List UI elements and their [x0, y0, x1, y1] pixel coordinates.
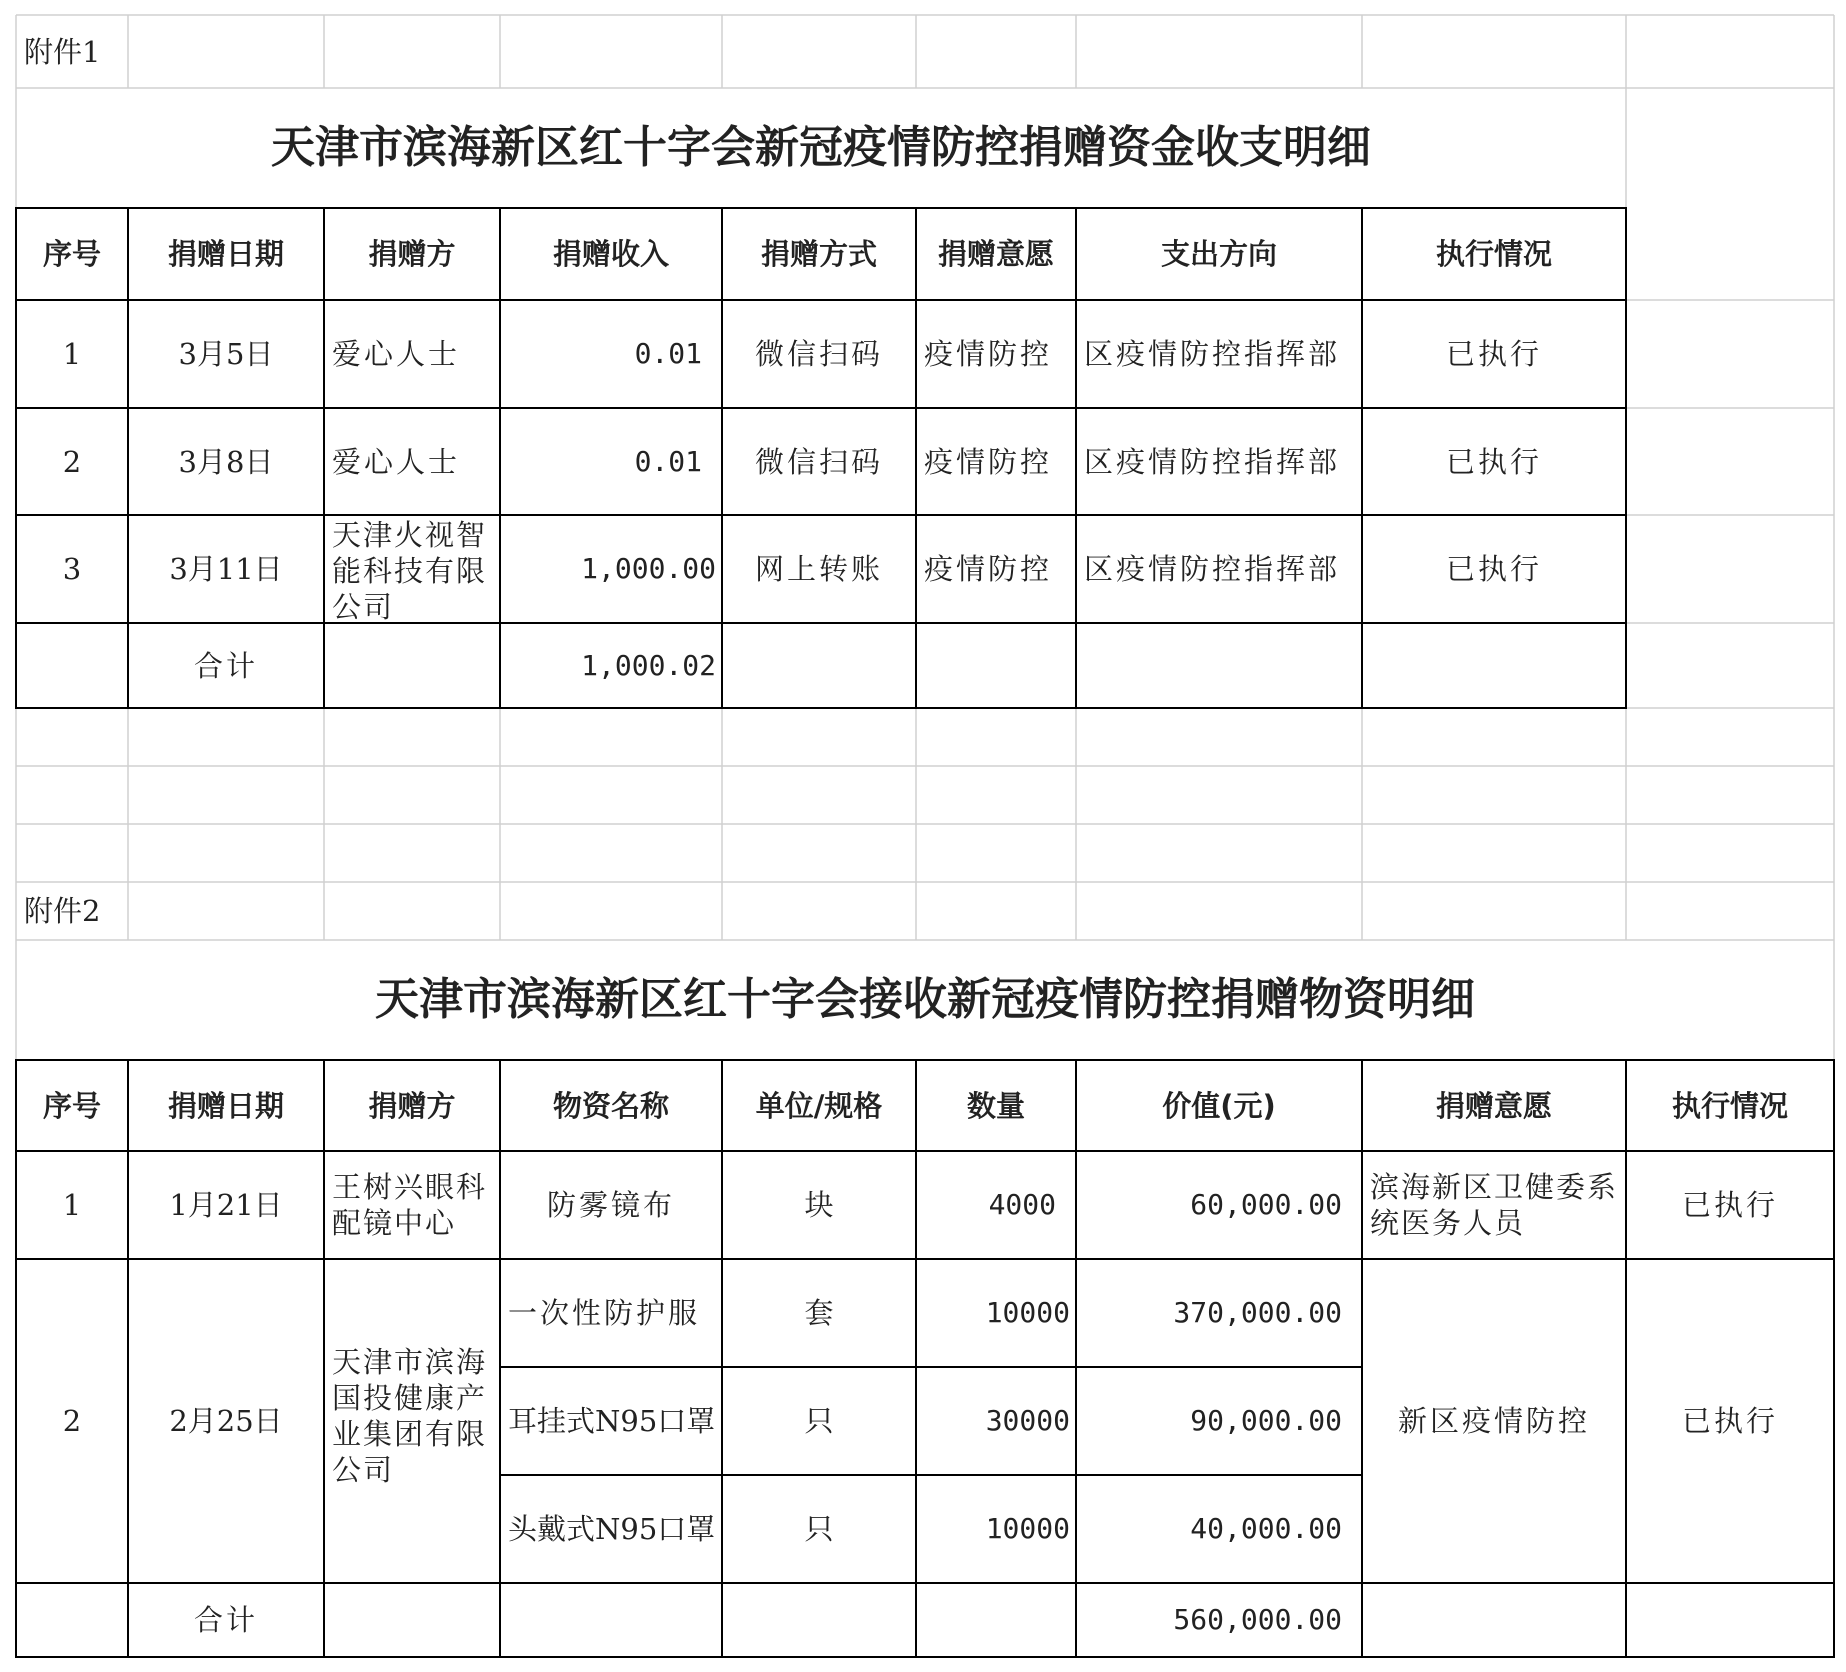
t1-header-status: 执行情况	[1435, 237, 1552, 271]
t2-header-date: 捐赠日期	[167, 1088, 284, 1123]
t2-row2-item2-unit: 只	[804, 1404, 834, 1438]
t1-total-label: 合计	[193, 648, 258, 683]
t2-row2-item1-name: 一次性防护服	[508, 1296, 701, 1330]
t2-row2-item1-unit: 套	[804, 1296, 834, 1330]
t2-row2-item3-unit: 只	[804, 1512, 834, 1546]
t1-row1-status: 已执行	[1445, 337, 1542, 371]
t2-row1-intent: 滨海新区卫健委系统医务人员	[1370, 1170, 1619, 1240]
t1-row3-direction: 区疫情防控指挥部	[1084, 552, 1341, 586]
t2-row1-no: 1	[62, 1188, 82, 1222]
t1-header-no: 序号	[42, 237, 101, 271]
t2-row2-item1-value: 370,000.00	[1173, 1296, 1342, 1329]
t2-header-intent: 捐赠意愿	[1435, 1088, 1552, 1123]
t2-header-status: 执行情况	[1671, 1088, 1788, 1123]
t1-row1-date: 3月5日	[178, 337, 274, 371]
t1-header-intent: 捐赠意愿	[937, 237, 1054, 271]
t1-row1-direction: 区疫情防控指挥部	[1084, 337, 1341, 371]
t1-row2-intent: 疫情防控	[924, 444, 1053, 479]
attachment-2-label: 附件2	[24, 894, 101, 928]
t1-row3-donor: 天津火视智能科技有限公司	[332, 518, 488, 623]
t1-row2-donor: 爱心人士	[332, 444, 461, 479]
t2-row1-donor: 王树兴眼科配镜中心	[332, 1170, 488, 1240]
t2-row2-status: 已执行	[1681, 1404, 1778, 1438]
t2-row1-value: 60,000.00	[1190, 1188, 1342, 1221]
t2-row2-item3-qty: 10000	[985, 1512, 1070, 1545]
t1-row3-method: 网上转账	[754, 552, 883, 586]
t1-row2-direction: 区疫情防控指挥部	[1084, 444, 1341, 479]
t1-row2-no: 2	[62, 444, 82, 479]
t1-row2-method: 微信扫码	[754, 444, 883, 479]
t1-row3-intent: 疫情防控	[924, 552, 1053, 586]
t2-header-unit: 单位/规格	[755, 1088, 883, 1123]
t1-row2-income: 0.01	[634, 444, 702, 478]
t2-row2-item2-qty: 30000	[985, 1404, 1070, 1437]
t2-total-value: 560,000.00	[1173, 1603, 1342, 1636]
t2-row1-date: 1月21日	[169, 1188, 283, 1222]
t1-header-method: 捐赠方式	[760, 237, 877, 271]
t1-header-income: 捐赠收入	[552, 237, 669, 271]
t1-row1-donor: 爱心人士	[332, 337, 461, 371]
t1-row1-no: 1	[62, 337, 82, 371]
t2-row2-date: 2月25日	[169, 1404, 283, 1438]
t2-row2-item2-value: 90,000.00	[1190, 1404, 1342, 1437]
t2-row2-item3-name: 头戴式N95口罩	[508, 1512, 716, 1546]
t1-header-date: 捐赠日期	[167, 237, 284, 271]
t2-header-donor: 捐赠方	[368, 1088, 456, 1123]
t2-row2-donor: 天津市滨海国投健康产业集团有限公司	[332, 1345, 488, 1487]
t2-row1-item: 防雾镜布	[546, 1188, 675, 1222]
t2-row2-intent: 新区疫情防控	[1397, 1404, 1590, 1438]
t1-row3-status: 已执行	[1445, 552, 1542, 586]
t2-row2-no: 2	[62, 1404, 82, 1438]
t2-row1-unit: 块	[804, 1188, 834, 1222]
t2-header-value: 价值(元)	[1162, 1088, 1276, 1123]
t2-header-no: 序号	[42, 1088, 101, 1123]
t1-row1-income: 0.01	[634, 337, 702, 370]
t2-header-item: 物资名称	[552, 1088, 669, 1123]
t1-row3-income: 1,000.00	[581, 552, 716, 585]
t1-row3-no: 3	[62, 552, 82, 586]
t1-row2-date: 3月8日	[178, 444, 274, 479]
t2-row1-qty: 4000	[988, 1188, 1056, 1221]
t2-row2-item1-qty: 10000	[985, 1296, 1070, 1329]
t1-header-direction: 支出方向	[1160, 237, 1277, 271]
t1-header-donor: 捐赠方	[368, 237, 456, 271]
t1-row1-method: 微信扫码	[754, 337, 883, 371]
attachment-1-label: 附件1	[24, 34, 101, 69]
attachment-2-title: 天津市滨海新区红十字会接收新冠疫情防控捐赠物资明细	[375, 974, 1475, 1025]
t1-row3-date: 3月11日	[169, 552, 283, 586]
t1-total-income: 1,000.02	[581, 648, 716, 682]
t2-row1-status: 已执行	[1681, 1188, 1778, 1222]
attachment-1-title: 天津市滨海新区红十字会新冠疫情防控捐赠资金收支明细	[271, 122, 1371, 173]
t1-row2-status: 已执行	[1445, 444, 1542, 479]
t2-row2-item2-name: 耳挂式N95口罩	[508, 1404, 716, 1438]
t1-row1-intent: 疫情防控	[924, 337, 1053, 371]
t2-row2-item3-value: 40,000.00	[1190, 1512, 1342, 1545]
t2-total-label: 合计	[193, 1603, 258, 1637]
t2-header-qty: 数量	[966, 1088, 1025, 1123]
